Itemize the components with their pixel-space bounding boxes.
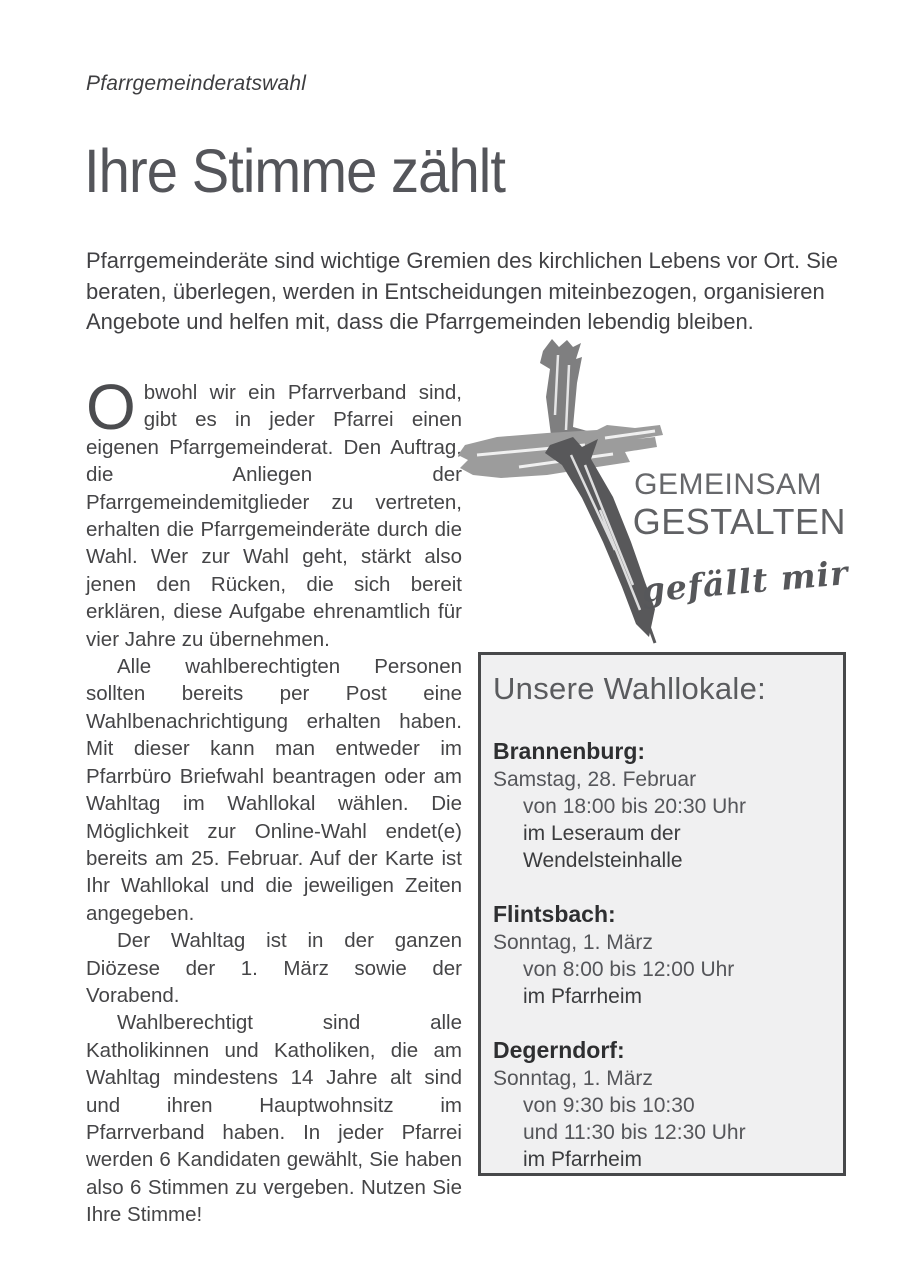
- location-time: von 8:00 bis 12:00 Uhr: [523, 958, 735, 981]
- location-time: und 11:30 bis 12:30 Uhr: [523, 1121, 746, 1144]
- logo-word-gemeinsam: GEMEINSAM: [634, 468, 822, 501]
- article-paragraph-1: [86, 371, 462, 653]
- location-date: Sonntag, 1. März: [493, 931, 653, 954]
- polling-location-brannenburg: [493, 737, 835, 874]
- location-date: Sonntag, 1. März: [493, 1067, 653, 1090]
- page-title: Ihre Stimme zählt: [84, 137, 506, 205]
- article-body: [86, 371, 462, 1229]
- location-name: Degerndorf:: [493, 1037, 625, 1063]
- location-time: von 18:00 bis 20:30 Uhr: [523, 795, 746, 818]
- article-paragraph-2: Alle wahlberechtigten Personen sollten bereits per Post eine Wahlbenachrichtigung erhalten haben. Mit dieser kann man entweder im Pfarrbüro Briefwahl beantragen oder am Wahltag im Wahllokal wählen. Die Möglichkeit zur Online-Wahl endet(e) bereits am 25. Februar. Auf der Karte ist Ihr Wahllokal und die jeweiligen Zeiten angegeben.: [86, 655, 462, 925]
- location-venue: im Pfarrheim: [523, 985, 643, 1008]
- polling-location-degerndorf: [493, 1036, 835, 1173]
- polling-location-flintsbach: [493, 900, 835, 1010]
- location-name: Flintsbach:: [493, 901, 616, 927]
- location-venue: Wendelsteinhalle: [523, 849, 683, 872]
- location-name: Brannenburg:: [493, 738, 646, 764]
- polling-box-title: Unsere Wahllokale:: [493, 671, 767, 706]
- article-paragraph-4: Wahlberechtigt sind alle Katholikinnen und Katholiken, die am Wahltag mindestens 14 Jahre alt sind und ihren Hauptwohnsitz im Pfarrverband haben. In jeder Pfarrei werden 6 Kandidaten gewählt, Sie haben also 6 Stimmen zu vergeben. Nutzen Sie Ihre Stimme!: [86, 1011, 462, 1227]
- intro-paragraph: Pfarrgemeinderäte sind wichtige Gremien des kirchlichen Lebens vor Ort. Sie beraten, überlegen, werden in Entscheidungen miteinbezogen, organisieren Angebote und helfen mit, dass die Pfarrgemeinden lebendig bleiben.: [86, 248, 839, 334]
- location-date: Samstag, 28. Februar: [493, 768, 697, 791]
- campaign-logo: [455, 335, 848, 645]
- polling-stations-box: [478, 652, 846, 1176]
- location-venue: im Pfarrheim: [523, 1148, 643, 1171]
- article-paragraph-3: Der Wahltag ist in der ganzen Diözese der 1. März sowie der Vorabend.: [86, 929, 462, 1007]
- article-paragraph-1-text: bwohl wir ein Pfarrverband sind, gibt es in jeder Pfarrei einen eigenen Pfarrgemeinderat. Den Auftrag, die Anliegen der Pfarrgemeindemitglieder zu vertreten, erhalten die Pfarrgemeinderäte durch die Wahl. Wer zur Wahl geht, stärkt also jenen den Rücken, die sich bereit erklären, diese Aufgabe ehrenamtlich für vier Jahre zu übernehmen.: [86, 381, 462, 651]
- section-kicker: Pfarrgemeinderatswahl: [86, 72, 307, 95]
- drop-cap: O: [86, 371, 136, 443]
- location-venue: im Leseraum der: [523, 822, 681, 845]
- logo-word-gestalten: GESTALTEN: [632, 501, 846, 542]
- logo-tagline: gefällt mir: [639, 553, 850, 610]
- location-time: von 9:30 bis 10:30: [523, 1094, 695, 1117]
